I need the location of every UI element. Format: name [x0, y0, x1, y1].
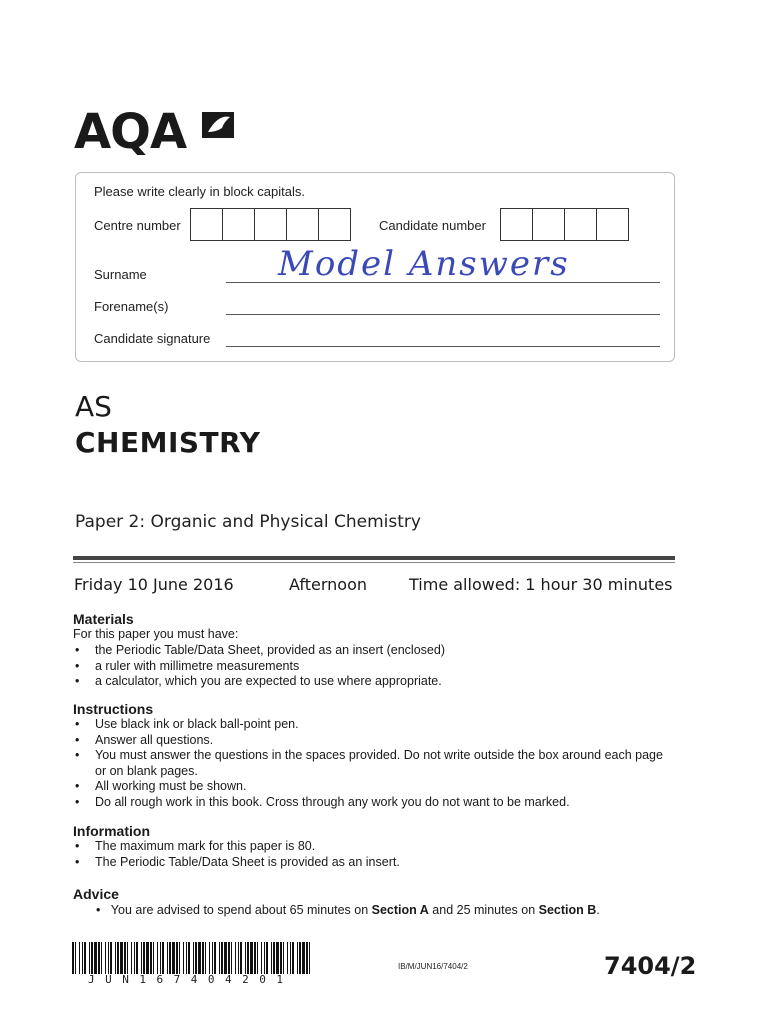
barcode-bar — [202, 942, 204, 974]
forename-line[interactable] — [226, 314, 660, 315]
surname-label: Surname — [94, 267, 147, 282]
barcode-bar — [193, 942, 194, 974]
barcode-bar — [198, 942, 201, 974]
advice-section-b: Section B — [538, 903, 597, 917]
centre-number-label: Centre number — [94, 218, 181, 233]
barcode-bar — [157, 942, 158, 974]
barcode-bar — [98, 942, 100, 974]
candidate-number-grid[interactable] — [501, 208, 629, 241]
barcode-bar — [221, 942, 223, 974]
barcode — [72, 942, 312, 974]
signature-line[interactable] — [226, 346, 660, 347]
barcode-bar — [287, 942, 288, 974]
barcode-bar — [290, 942, 291, 974]
barcode-bar — [306, 942, 308, 974]
list-item: • a ruler with millimetre measurements — [73, 659, 673, 675]
information-list — [73, 839, 673, 870]
barcode-bar — [240, 942, 242, 974]
time-allowed: Time allowed: 1 hour 30 minutes — [409, 575, 673, 594]
barcode-bar — [127, 942, 128, 974]
advice-text — [96, 903, 696, 919]
barcode-bar — [124, 942, 126, 974]
surname-line[interactable] — [226, 282, 660, 283]
barcode-bar — [254, 942, 256, 974]
advice-section-a: Section A — [371, 903, 429, 917]
list-item: • All working must be shown. — [73, 779, 663, 795]
list-item: • The Periodic Table/Data Sheet is provided as an insert. — [73, 855, 673, 871]
barcode-bar — [89, 942, 90, 974]
subject-level: AS — [75, 390, 112, 423]
barcode-bar — [224, 942, 227, 974]
paper-reference: IB/M/JUN16/7404/2 — [398, 962, 468, 971]
forename-label: Forename(s) — [94, 299, 169, 314]
exam-date: Friday 10 June 2016 — [74, 575, 234, 594]
candidate-number-cell[interactable] — [500, 208, 533, 241]
list-item: • the Periodic Table/Data Sheet, provided as an insert (enclosed) — [73, 643, 673, 659]
instructions-list — [73, 717, 663, 811]
candidate-number-cell[interactable] — [532, 208, 565, 241]
barcode-bar — [134, 942, 135, 974]
candidate-number-label: Candidate number — [379, 218, 486, 233]
barcode-bar — [302, 942, 305, 974]
information-heading: Information — [73, 823, 150, 839]
aqa-logo-mark-icon — [198, 110, 238, 140]
barcode-bar — [169, 942, 171, 974]
barcode-bar — [261, 942, 262, 974]
advice-heading: Advice — [73, 886, 119, 902]
list-item: • a calculator, which you are expected to use where appropriate. — [73, 674, 673, 690]
barcode-bar — [167, 942, 168, 974]
advice-text-part: You are advised to spend about 65 minutes on — [110, 903, 372, 917]
barcode-bar — [84, 942, 86, 974]
barcode-bar — [108, 942, 109, 974]
materials-list — [73, 643, 673, 690]
instructions-heading: Instructions — [73, 701, 154, 717]
block-capitals-instruction: Please write clearly in block capitals. — [94, 184, 305, 199]
barcode-bar — [143, 942, 145, 974]
centre-number-grid[interactable] — [191, 208, 351, 241]
paper-code: 7404/2 — [604, 952, 697, 980]
barcode-bar — [250, 942, 253, 974]
barcode-bar — [266, 942, 268, 974]
barcode-bar — [153, 942, 154, 974]
barcode-bar — [264, 942, 265, 974]
barcode-bar — [309, 942, 310, 974]
advice-text-part: . — [596, 903, 600, 917]
barcode-bar — [72, 942, 74, 974]
barcode-bar — [271, 942, 272, 974]
barcode-bar — [110, 942, 112, 974]
barcode-bar — [292, 942, 294, 974]
barcode-bar — [162, 942, 164, 974]
barcode-bar — [245, 942, 246, 974]
barcode-bar — [219, 942, 220, 974]
list-item: • Do all rough work in this book. Cross through any work you do not want to be marked. — [73, 795, 663, 811]
barcode-bar — [273, 942, 275, 974]
barcode-bar — [160, 942, 161, 974]
centre-number-cell[interactable] — [222, 208, 255, 241]
barcode-bar — [283, 942, 284, 974]
barcode-bar — [94, 942, 97, 974]
list-item: • Answer all questions. — [73, 733, 663, 749]
barcode-bar — [115, 942, 116, 974]
barcode-bar — [235, 942, 236, 974]
barcode-bar — [186, 942, 187, 974]
barcode-bar — [212, 942, 213, 974]
barcode-bar — [79, 942, 80, 974]
list-item: • The maximum mark for this paper is 80. — [73, 839, 673, 855]
barcode-bar — [183, 942, 184, 974]
list-item: • You must answer the questions in the spaces provided. Do not write outside the box around each page or on blank pages. — [73, 748, 663, 779]
barcode-bar — [105, 942, 106, 974]
aqa-logo: AQA — [74, 104, 187, 160]
paper-title: Paper 2: Organic and Physical Chemistry — [75, 512, 421, 532]
exam-session: Afternoon — [289, 575, 367, 594]
barcode-bar — [209, 942, 210, 974]
centre-number-cell[interactable] — [190, 208, 223, 241]
list-item: • Use black ink or black ball-point pen. — [73, 717, 663, 733]
barcode-bar — [231, 942, 232, 974]
barcode-bar — [179, 942, 180, 974]
centre-number-cell[interactable] — [318, 208, 351, 241]
advice-text-part: and 25 minutes on — [428, 903, 539, 917]
barcode-bar — [214, 942, 216, 974]
barcode-bar — [299, 942, 301, 974]
barcode-bar — [176, 942, 178, 974]
advice-bullet: • — [96, 903, 111, 917]
centre-number-cell[interactable] — [254, 208, 287, 241]
barcode-bar — [75, 942, 76, 974]
barcode-bar — [257, 942, 258, 974]
barcode-bar — [117, 942, 119, 974]
barcode-bar — [91, 942, 93, 974]
divider-rule — [73, 556, 675, 560]
barcode-bar — [195, 942, 197, 974]
barcode-bar — [297, 942, 298, 974]
surname-handwritten-value: Model Answers — [278, 244, 570, 284]
signature-label: Candidate signature — [94, 331, 211, 346]
barcode-bar — [247, 942, 249, 974]
barcode-bar — [280, 942, 282, 974]
candidate-number-cell[interactable] — [596, 208, 629, 241]
barcode-digits: JUN167404201 — [88, 973, 294, 986]
barcode-bar — [101, 942, 102, 974]
barcode-bar — [82, 942, 83, 974]
barcode-bar — [136, 942, 138, 974]
barcode-bar — [141, 942, 142, 974]
barcode-bar — [276, 942, 279, 974]
barcode-bar — [150, 942, 152, 974]
centre-number-cell[interactable] — [286, 208, 319, 241]
candidate-number-cell[interactable] — [564, 208, 597, 241]
barcode-bar — [205, 942, 206, 974]
barcode-bar — [228, 942, 230, 974]
divider-rule-thin — [73, 562, 675, 563]
materials-intro: For this paper you must have: — [73, 627, 239, 641]
barcode-bar — [131, 942, 132, 974]
barcode-bar — [120, 942, 123, 974]
barcode-bar — [172, 942, 175, 974]
subject-name: CHEMISTRY — [75, 426, 261, 459]
barcode-bar — [188, 942, 190, 974]
barcode-bar — [146, 942, 149, 974]
materials-heading: Materials — [73, 611, 134, 627]
barcode-bar — [238, 942, 239, 974]
